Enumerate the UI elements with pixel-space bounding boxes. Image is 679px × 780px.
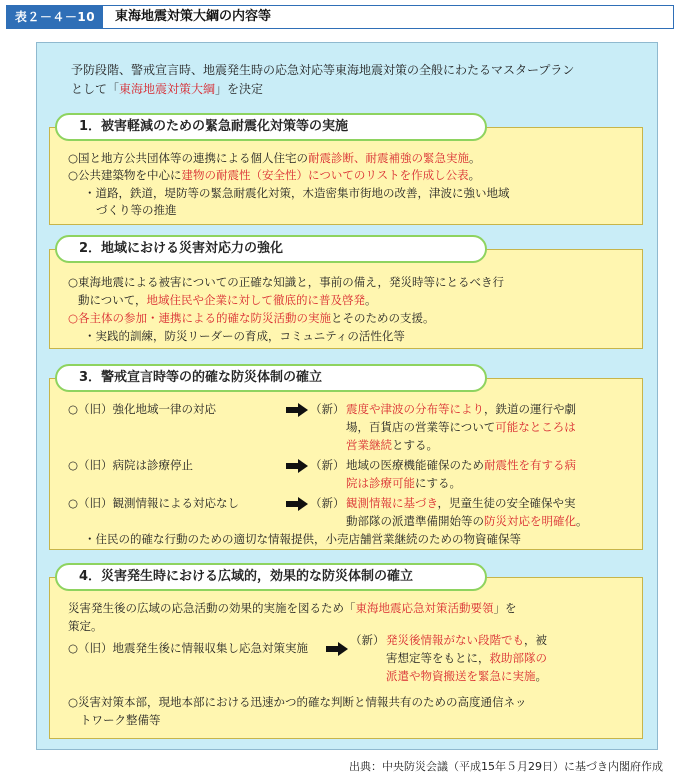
content-panel: [36, 42, 658, 750]
table-title: 東海地震対策大綱の内容等: [115, 9, 272, 24]
section-1-title: 1．被害軽減のための緊急耐震化対策等の実施: [55, 113, 487, 141]
section-1-box: ○国と地方公共団体等の連携による個人住宅の耐震診断、耐震補強の緊急実施。 ○公共建築物を中心に建物の耐震性（安全性）についてのリストを作成し公表。 ・道路，鉄道，堤防等の緊急耐震化対策，木造密集市街地の改善，津波に強い地域 づくり等の推進: [49, 127, 643, 225]
section-2-box: ○東海地震による被害についての正確な知識と，事前の備え，発災時等にとるべき行 動について，地域住民や企業に対して徹底的に普及啓発。 ○各主体の参加・連携による的確な防災活動の実施とそのための支援。 ・実践的訓練，防災リーダーの育成，コミュニティの活性化等: [49, 249, 643, 349]
section-2: [49, 235, 643, 355]
section-4: [49, 563, 643, 741]
section-4-box: 災害発生後の広域の応急活動の効果的実施を図るため「東海地震応急対策活動要領」を 策定。 ○（旧）地震発生後に情報収集し応急対策実施 （新） 発災後情報がない段階でも，被 害想定等をもとに，救助部隊の 派遣や物資搬送を緊急に実施。 ○災害対策本部，現地本部における迅速かつ的確な判断と情報共有のための高度通信ネッ トワーク整備等: [49, 577, 643, 739]
section-4-title: 4．災害発生時における広域的，効果的な防災体制の確立: [55, 563, 487, 591]
right-arrow-icon: [286, 403, 308, 417]
section-3: [49, 364, 643, 554]
right-arrow-icon: [326, 642, 348, 656]
table-header: [6, 5, 674, 29]
intro-emphasis: 東海地震対策大綱: [119, 82, 216, 96]
right-arrow-icon: [286, 497, 308, 511]
source-note: 出典：中央防災会議（平成15年５月29日）に基づき内閣府作成: [349, 760, 663, 773]
section-1: [49, 113, 643, 225]
section-2-title: 2．地域における災害対応力の強化: [55, 235, 487, 263]
section-3-box: ○（旧）強化地域一律の対応 （新） 震度や津波の分布等により，鉄道の運行や劇 場，百貨店の営業等について可能なところは 営業継続とする。 ○（旧）病院は診療停止 （新） 地域の医療機能確保のため耐震性を有する病 院は診療可能にする。 ○（旧）観測情報による対応なし （新） 観測情報に基づき，児童生徒の安全確保や実 動部隊の派遣準備開始等の防災対応を明確化。 ・住民の的確な行動のための適切な情報提供，小売店舗営業継続のための物資確保等: [49, 378, 643, 550]
intro-text: 予防段階、警戒宣言時、地震発生時の応急対応等東海地震対策の全般にわたるマスタープラン として「東海地震対策大綱」を決定: [71, 63, 575, 96]
right-arrow-icon: [286, 459, 308, 473]
section-3-title: 3．警戒宣言時等の的確な防災体制の確立: [55, 364, 487, 392]
table-number-tag: 表２－４－10: [7, 6, 103, 28]
